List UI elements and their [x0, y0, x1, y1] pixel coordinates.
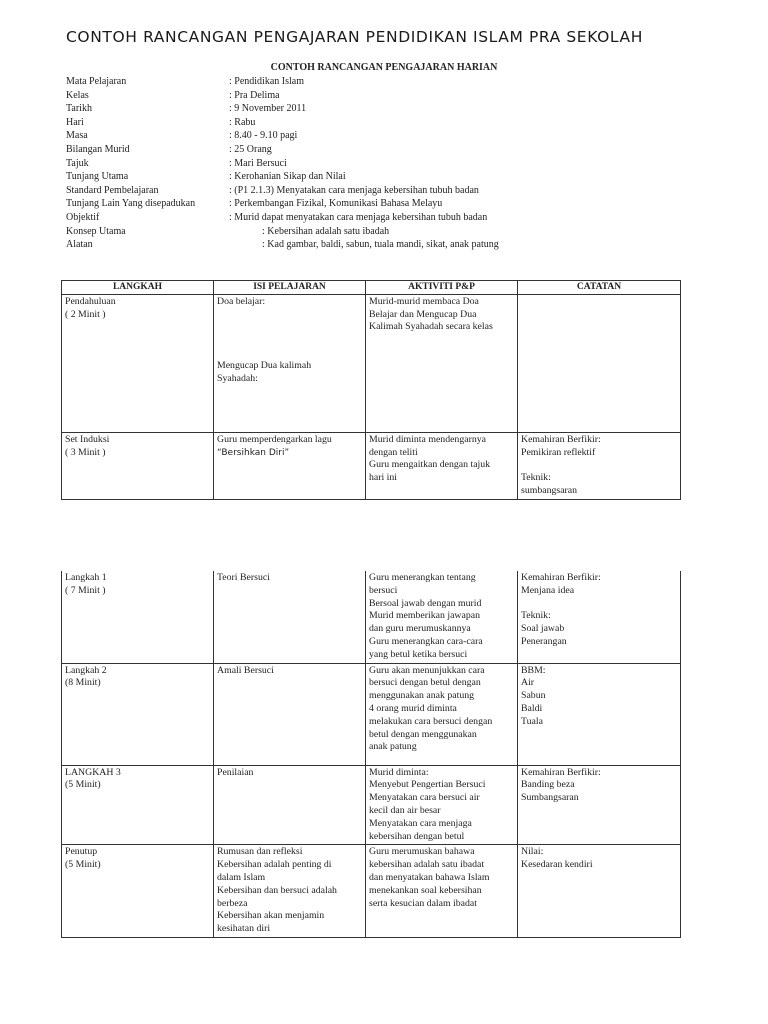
cell-line: (5 Minit): [65, 859, 101, 871]
lesson-table-part-2: [61, 571, 681, 938]
cell-isi: [214, 765, 366, 845]
cell-line: ( 2 Minit ): [65, 308, 106, 320]
cell-line: ( 3 Minit ): [65, 446, 106, 458]
cell-line: bersuci: [369, 584, 398, 596]
cell-line: Pemikiran reflektif: [521, 446, 596, 458]
cell-line: Soal jawab: [521, 623, 565, 635]
cell-line: Langkah 2: [65, 664, 107, 676]
cell-line: yang betul ketika bersuci: [369, 648, 468, 660]
cell-line: BBM:: [521, 664, 546, 676]
cell-line: Kesedaran kendiri: [521, 859, 593, 871]
table-row: [62, 845, 681, 938]
cell-line: Kemahiran Berfikir:: [521, 572, 601, 583]
info-label: Objektif: [66, 211, 100, 223]
cell-line: LANGKAH 3: [65, 766, 121, 778]
lesson-table-part-1: [61, 280, 681, 500]
cell-line: Amali Bersuci: [217, 664, 274, 676]
cell-aktiviti: [366, 294, 518, 432]
cell-line: dalam Islam: [217, 871, 266, 883]
page-title: CONTOH RANCANGAN PENGAJARAN PENDIDIKAN ISLAM PRA SEKOLAH: [66, 28, 643, 46]
cell-aktiviti: [366, 571, 518, 663]
cell-langkah: [62, 432, 214, 499]
info-label: Bilangan Murid: [66, 143, 130, 155]
cell-line: Penutup: [65, 846, 98, 858]
info-label: Kelas: [66, 89, 89, 101]
cell-line: dan guru merumuskannya: [369, 623, 471, 635]
cell-aktiviti: [366, 432, 518, 499]
cell-line: Sumbangsaran: [521, 792, 579, 804]
info-label: Mata Pelajaran: [66, 76, 127, 87]
cell-line: Guru menerangkan cara-cara: [369, 635, 483, 647]
cell-line: kecil dan air besar: [369, 804, 441, 816]
info-value: : Kerohanian Sikap dan Nilai: [229, 171, 346, 183]
cell-line: Doa belajar:: [217, 295, 266, 307]
table-row: [62, 432, 681, 499]
info-label: Tarikh: [66, 103, 92, 115]
cell-line: Menjana idea: [521, 584, 575, 596]
cell-isi: [214, 845, 366, 938]
info-value: : Rabu: [229, 116, 256, 128]
cell-line: Murid-murid membaca Doa: [369, 295, 479, 307]
cell-line: ( 7 Minit ): [65, 584, 106, 596]
cell-line: berbeza: [217, 897, 248, 909]
cell-line: (5 Minit): [65, 779, 101, 791]
cell-aktiviti: [366, 845, 518, 938]
cell-line: Belajar dan Mengucap Dua: [369, 308, 477, 320]
document-subtitle: CONTOH RANCANGAN PENGAJARAN HARIAN: [270, 62, 498, 73]
info-value: : Kebersihan adalah satu ibadah: [262, 225, 390, 237]
cell-langkah: [62, 294, 214, 432]
cell-line: Teori Bersuci: [217, 572, 270, 583]
cell-line: Kebersihan dan bersuci adalah: [217, 884, 337, 896]
cell-isi: [214, 432, 366, 499]
info-label: Konsep Utama: [66, 225, 126, 237]
info-value: : Mari Bersuci: [229, 157, 287, 169]
cell-catatan: [518, 663, 681, 765]
info-value: : 25 Orang: [229, 143, 272, 155]
cell-isi: [214, 571, 366, 663]
cell-line: Langkah 1: [65, 572, 107, 583]
cell-line: Set Induksi: [65, 433, 110, 445]
cell-line: Nilai:: [521, 846, 544, 858]
cell-line: betul dengan menggunakan: [369, 728, 477, 740]
cell-line: 4 orang murid diminta: [369, 702, 457, 714]
cell-langkah: [62, 845, 214, 938]
cell-line: dan menyatakan bahawa Islam: [369, 871, 490, 883]
cell-line: “Bersihkan Diri”: [217, 447, 290, 458]
info-value: : (P1 2.1.3) Menyatakan cara menjaga kebersihan tubuh badan: [229, 184, 479, 196]
cell-isi: [214, 663, 366, 765]
info-label: Tunjang Utama: [66, 171, 129, 183]
cell-line: Kebersihan akan menjamin: [217, 910, 325, 922]
header-aktiviti: AKTIVITI P&P: [366, 281, 518, 295]
cell-line: Penilaian: [217, 766, 254, 778]
table-row: [62, 765, 681, 845]
cell-line: anak patung: [369, 741, 417, 753]
cell-line: Murid diminta mendengarnya: [369, 433, 486, 445]
cell-catatan: [518, 432, 681, 499]
cell-line: Syahadah:: [217, 372, 258, 384]
cell-aktiviti: [366, 663, 518, 765]
cell-line: kesihatan diri: [217, 923, 271, 935]
table-row: [62, 571, 681, 663]
cell-line: Menyebut Pengertian Bersuci: [369, 779, 486, 791]
cell-line: sumbangsaran: [521, 484, 578, 496]
cell-line: Kemahiran Berfikir:: [521, 433, 601, 445]
cell-isi: [214, 294, 366, 432]
cell-aktiviti: [366, 765, 518, 845]
cell-line: menggunakan anak patung: [369, 690, 475, 702]
cell-line: Kemahiran Berfikir:: [521, 766, 601, 778]
cell-langkah: [62, 571, 214, 663]
cell-line: hari ini: [369, 472, 398, 484]
cell-catatan: [518, 765, 681, 845]
info-value: : Pra Delima: [229, 89, 280, 101]
cell-line: serta kesucian dalam ibadat: [369, 897, 477, 909]
cell-line: Teknik:: [521, 472, 551, 484]
cell-line: Penerangan: [521, 635, 567, 647]
info-label: Standard Pembelajaran: [66, 184, 159, 196]
cell-line: Murid diminta:: [369, 766, 429, 778]
cell-line: kebersihan dengan betul: [369, 830, 465, 842]
cell-line: Tuala: [521, 715, 543, 727]
cell-line: Bersoal jawab dengan murid: [369, 597, 482, 609]
cell-line: melakukan cara bersuci dengan: [369, 715, 493, 727]
cell-line: Guru akan menunjukkan cara: [369, 664, 485, 676]
cell-line: Guru merumuskan bahawa: [369, 846, 475, 858]
cell-line: Guru memperdengarkan lagu: [217, 433, 332, 445]
cell-line: bersuci dengan betul dengan: [369, 677, 481, 689]
table-row: [62, 663, 681, 765]
cell-catatan: [518, 294, 681, 432]
cell-line: dengan teliti: [369, 446, 418, 458]
info-label: Tunjang Lain Yang disepadukan: [66, 198, 196, 210]
cell-line: Baldi: [521, 702, 543, 714]
info-value: : Pendidikan Islam: [229, 76, 304, 87]
cell-line: Guru mengaitkan dengan tajuk: [369, 459, 491, 471]
cell-line: Air: [521, 677, 535, 689]
cell-line: kebersihan adalah satu ibadat: [369, 859, 485, 871]
header-isi-pelajaran: ISI PELAJARAN: [214, 281, 366, 295]
table-header-row: [62, 281, 681, 295]
info-value: : Kad gambar, baldi, sabun, tuala mandi, sikat, anak patung: [262, 239, 499, 251]
cell-langkah: [62, 663, 214, 765]
cell-line: Murid memberikan jawapan: [369, 610, 480, 622]
cell-langkah: [62, 765, 214, 845]
cell-line: Mengucap Dua kalimah: [217, 359, 312, 371]
cell-line: menekankan soal kebersihan: [369, 884, 482, 896]
cell-line: Sabun: [521, 690, 546, 702]
table-row: [62, 294, 681, 432]
cell-line: Kalimah Syahadah secara kelas: [369, 321, 493, 333]
cell-line: Pendahuluan: [65, 295, 116, 307]
cell-line: Menyatakan cara menjaga: [369, 817, 472, 829]
cell-line: Rumusan dan refleksi: [217, 846, 303, 858]
cell-line: Kebersihan adalah penting di: [217, 859, 332, 871]
cell-line: Banding beza: [521, 779, 575, 791]
cell-line: Teknik:: [521, 610, 551, 622]
cell-line: Guru menerangkan tentang: [369, 572, 476, 583]
cell-catatan: [518, 571, 681, 663]
info-label: Alatan: [66, 239, 93, 251]
info-value: : Murid dapat menyatakan cara menjaga kebersihan tubuh badan: [229, 211, 488, 223]
header-catatan: CATATAN: [518, 281, 681, 295]
cell-catatan: [518, 845, 681, 938]
info-value: : Perkembangan Fizikal, Komunikasi Bahasa Melayu: [229, 198, 443, 210]
header-langkah: LANGKAH: [62, 281, 214, 295]
info-value: : 8.40 - 9.10 pagi: [229, 130, 298, 142]
info-label: Hari: [66, 116, 84, 128]
cell-line: (8 Minit): [65, 677, 101, 689]
cell-line: Menyatakan cara bersuci air: [369, 792, 480, 804]
info-label: Masa: [66, 130, 88, 142]
info-value: : 9 November 2011: [229, 103, 307, 115]
info-label: Tajuk: [66, 157, 89, 169]
